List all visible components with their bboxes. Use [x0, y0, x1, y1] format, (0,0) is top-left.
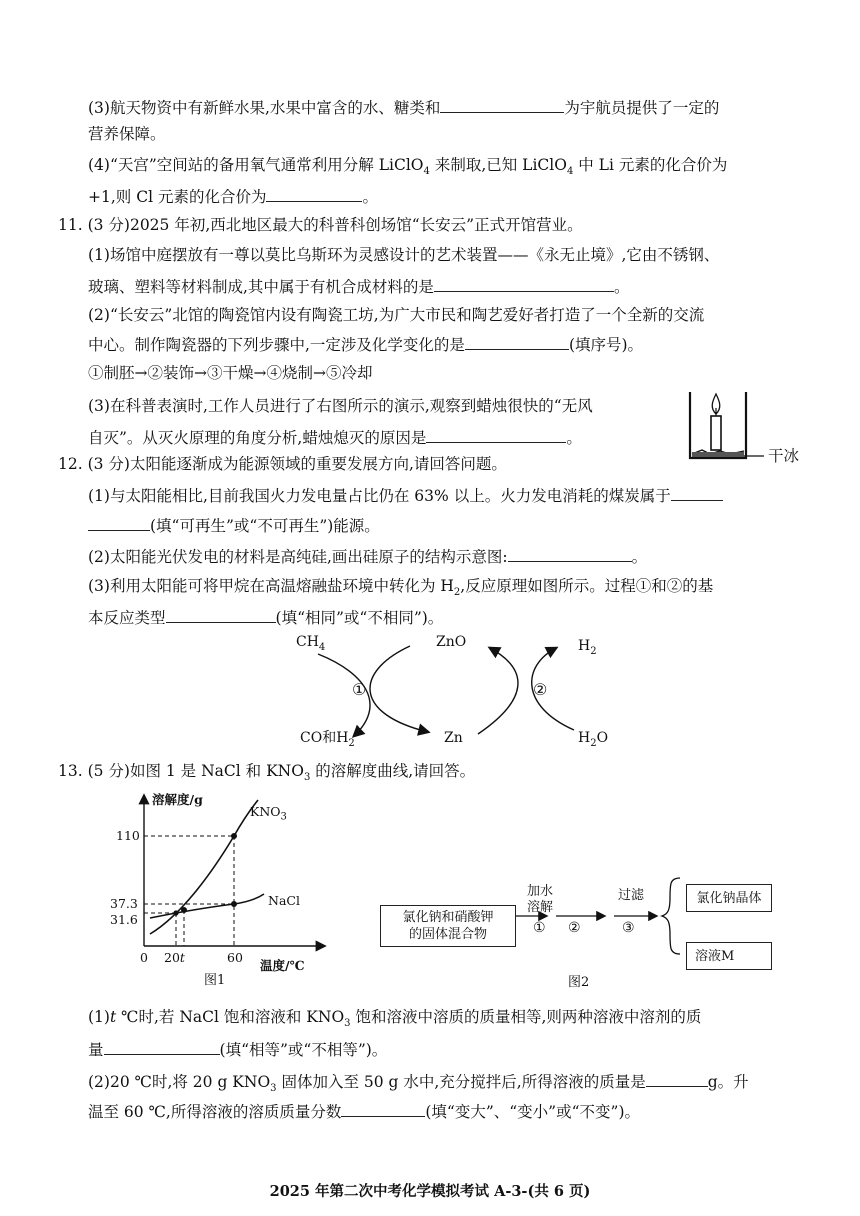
fig1-tick-110: 110	[116, 828, 140, 843]
answer-blank-q10-3[interactable]	[440, 96, 564, 113]
q12-part3-line1: (3)利用太阳能可将甲烷在高温熔融盐环境中转化为 $H_2$,反应原理如图所示。过程①和②的基	[88, 577, 714, 599]
brace	[662, 878, 680, 954]
fig1-tick-20t: 20t	[164, 950, 185, 965]
answer-blank-q12-2[interactable]	[508, 545, 632, 562]
nacl-crystal-box: 氯化钠晶体	[686, 884, 772, 912]
q13-part1-line2: 量 (填“相等”或“不相等”)。	[88, 1038, 387, 1060]
answer-blank-q10-4[interactable]	[266, 185, 362, 202]
answer-blank-q11-3[interactable]	[426, 426, 566, 443]
fig1-kno3-label: $KNO_3$	[250, 804, 287, 823]
q13-part2-line1: (2)20 ℃时,将 20 g $KNO_3$ 固体加入至 50 g 水中,充分搅拌后,所得溶液的质量是 g。升	[88, 1070, 749, 1092]
q11-part3-line2: 自灭”。从灭火原理的角度分析,蜡烛熄灭的原因是 。	[88, 426, 582, 448]
label-ch4: $CH_4$	[296, 634, 326, 653]
page-footer: 2025 年第二次中考化学模拟考试 A-3-(共 6 页)	[269, 1183, 591, 1200]
q12-part1-line1: (1)与太阳能相比,目前我国火力发电量占比仍在 63% 以上。火力发电消耗的煤炭属于	[88, 484, 723, 506]
answer-blank-q12-1b[interactable]	[88, 514, 150, 531]
answer-blank-q11-1[interactable]	[434, 275, 614, 292]
answer-blank-q13-1[interactable]	[104, 1038, 220, 1055]
fig2-arrows	[516, 870, 696, 980]
q11-part3-line1: (3)在科普表演时,工作人员进行了右图所示的演示,观察到蜡烛很快的“无风	[88, 397, 593, 415]
label-step1: ①	[352, 680, 367, 699]
q11-part2-line1: (2)“长安云”北馆的陶瓷馆内设有陶瓷工坊,为广大市民和陶艺爱好者打造了一个全新的交流	[88, 306, 705, 324]
fig2-filter: 过滤	[618, 888, 645, 903]
intersection-point	[181, 907, 187, 913]
answer-blank-q13-2b[interactable]	[341, 1100, 425, 1117]
answer-blank-q13-2a[interactable]	[646, 1070, 708, 1087]
fig1-tick-373: 37.3	[110, 896, 138, 911]
answer-blank-q11-2[interactable]	[465, 333, 569, 350]
fig2-caption: 图2	[568, 975, 590, 990]
q10-part4-line1: (4)“天宫”空间站的备用氧气通常利用分解 LiClO$_4$ 来制取,已知 LiClO$_4$ 中 Li 元素的化合价为	[88, 156, 728, 178]
fig1-y-label: 溶解度/g	[152, 792, 203, 807]
solution-m-box: 溶液M	[686, 942, 772, 970]
answer-blank-q12-1a[interactable]	[671, 484, 723, 501]
fig1-tick-0: 0	[140, 950, 148, 965]
q11-title: 11. (3 分)2025 年初,西北地区最大的科普科创场馆“长安云”正式开馆营业。	[58, 216, 583, 234]
q11-part1-line2: 玻璃、塑料等材料制成,其中属于有机合成材料的是 。	[88, 275, 629, 297]
q10-part3-line1: (3)航天物资中有新鲜水果,水果中富含的水、糖类和 为宇航员提供了一定的	[88, 96, 719, 118]
label-co-h2: CO和$H_2$	[300, 730, 355, 749]
label-h2o: $H_2O$	[578, 730, 609, 749]
q10-part3-line2: 营养保障。	[88, 125, 166, 143]
q10-part4-line2: +1,则 Cl 元素的化合价为 。	[88, 185, 378, 207]
fig2-step2: ②	[568, 920, 581, 936]
fig1-nacl-label: NaCl	[268, 893, 300, 908]
nacl-point-60	[231, 901, 237, 907]
dry-ice-layer	[692, 452, 744, 457]
fig2-step1: ①	[533, 920, 546, 936]
arrow-zn-to-zno	[478, 648, 518, 734]
nacl-curve	[150, 894, 264, 918]
dry-ice-label: 干冰	[768, 447, 800, 465]
kno3-curve	[150, 800, 258, 934]
fig2-add-water: 加水	[527, 884, 554, 899]
label-zn: Zn	[444, 730, 463, 746]
mixture-box: 氯化钠和硝酸钾 的固体混合物	[380, 905, 516, 947]
q13-title: 13. (5 分)如图 1 是 NaCl 和 $KNO_3$ 的溶解度曲线,请回答。	[58, 762, 476, 784]
point-20	[173, 910, 178, 915]
fig1-tick-316: 31.6	[110, 912, 138, 927]
candle	[711, 416, 721, 450]
fig2-dissolve: 溶解	[527, 900, 554, 915]
arrow-zno-to-zn	[370, 646, 428, 732]
kno3-point-60	[231, 833, 237, 839]
q11-part1-line1: (1)场馆中庭摆放有一尊以莫比乌斯环为灵感设计的艺术装置——《永无止境》,它由不锈钢、	[88, 246, 720, 264]
q12-title: 12. (3 分)太阳能逐渐成为能源领域的重要发展方向,请回答问题。	[58, 455, 507, 473]
q12-part2: (2)太阳能光伏发电的材料是高纯硅,画出硅原子的结构示意图: 。	[88, 545, 647, 567]
label-h2: $H_2$	[578, 638, 597, 657]
fig1-tick-60: 60	[227, 950, 243, 965]
q11-part2-line2: 中心。制作陶瓷器的下列步骤中,一定涉及化学变化的是 (填序号)。	[88, 333, 643, 355]
q13-part1-line1: (1)t ℃时,若 NaCl 饱和溶液和 $KNO_3$ 饱和溶液中溶质的质量相等,则两种溶液中溶剂的质	[88, 1008, 702, 1030]
q12-part1-line2: (填“可再生”或“不可再生”)能源。	[88, 514, 380, 536]
q12-part3-line2: 本反应类型 (填“相同”或“不相同”)。	[88, 606, 443, 628]
fig2-step3: ③	[622, 920, 635, 936]
label-zno: ZnO	[436, 634, 467, 650]
fig1-x-label: 温度/℃	[260, 958, 305, 973]
fig1-caption: 图1	[204, 973, 226, 988]
q13-part2-line2: 温至 60 ℃,所得溶液的溶质质量分数 (填“变大”、“变小”或“不变”)。	[88, 1100, 640, 1122]
label-step2: ②	[533, 680, 548, 699]
answer-blank-q12-3[interactable]	[166, 606, 276, 623]
q11-steps: ①制胚→②装饰→③干燥→④烧制→⑤冷却	[88, 364, 373, 382]
